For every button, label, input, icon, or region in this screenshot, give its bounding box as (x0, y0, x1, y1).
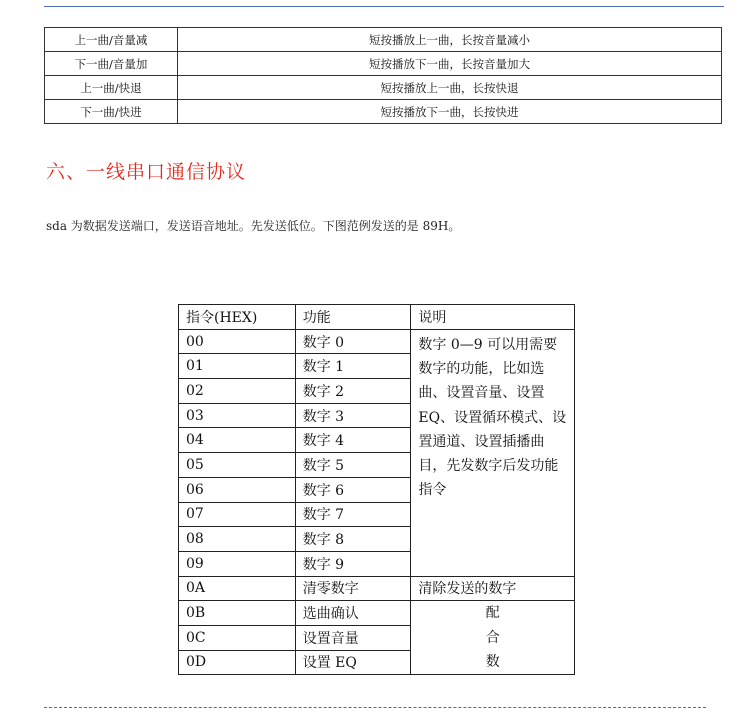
command-code: 0A (179, 576, 296, 601)
command-code: 05 (179, 453, 296, 478)
command-code: 02 (179, 379, 296, 404)
command-function: 数字 3 (295, 403, 411, 428)
pair-note-char: 配 (485, 605, 500, 622)
table-row (45, 100, 722, 124)
key-description: 短按播放上一曲，长按快退 (178, 76, 722, 100)
key-description: 短按播放下一曲，长按快进 (178, 100, 722, 124)
command-function: 数字 2 (295, 379, 411, 404)
command-code: 0B (179, 601, 296, 626)
table-row (45, 28, 722, 52)
command-function: 设置音量 (295, 625, 411, 650)
command-code: 01 (179, 354, 296, 379)
clear-note: 清除发送的数字 (411, 576, 575, 601)
table-row (45, 52, 722, 76)
key-description: 短按播放上一曲，长按音量减小 (178, 28, 722, 52)
pair-note-char: 合 (485, 629, 500, 646)
command-function: 数字 5 (295, 453, 411, 478)
key-function-table (44, 27, 722, 124)
command-code: 06 (179, 477, 296, 502)
command-function: 数字 0 (295, 329, 411, 354)
command-code: 0D (179, 650, 296, 675)
header-code: 指令(HEX) (179, 305, 296, 330)
command-code: 07 (179, 502, 296, 527)
command-function: 数字 9 (295, 551, 411, 576)
command-function: 选曲确认 (295, 601, 411, 626)
command-function: 数字 4 (295, 428, 411, 453)
command-code: 08 (179, 527, 296, 552)
key-description: 短按播放下一曲，长按音量加大 (178, 52, 722, 76)
table-row (45, 76, 722, 100)
page-top-rule (44, 6, 724, 7)
key-name: 上一曲/音量减 (45, 28, 178, 52)
header-function: 功能 (295, 305, 411, 330)
command-table (178, 304, 575, 675)
table-row (179, 576, 575, 601)
table-row (179, 601, 575, 626)
key-name: 下一曲/快进 (45, 100, 178, 124)
command-function: 数字 1 (295, 354, 411, 379)
command-code: 00 (179, 329, 296, 354)
command-function: 数字 6 (295, 477, 411, 502)
command-function: 清零数字 (295, 576, 411, 601)
command-function: 设置 EQ (295, 650, 411, 675)
command-function: 数字 8 (295, 527, 411, 552)
command-function: 数字 7 (295, 502, 411, 527)
command-code: 09 (179, 551, 296, 576)
section-description: sda 为数据发送端口，发送语音地址。先发送低位。下图范例发送的是 89H。 (46, 219, 461, 233)
page-bottom-rule (44, 707, 706, 708)
key-name: 上一曲/快退 (45, 76, 178, 100)
command-code: 04 (179, 428, 296, 453)
section-title: 六、一线串口通信协议 (46, 161, 247, 183)
command-code: 0C (179, 625, 296, 650)
pair-note (411, 601, 575, 675)
command-code: 03 (179, 403, 296, 428)
pair-note-char: 数 (485, 653, 500, 670)
table-row (179, 329, 575, 354)
digits-note: 数字 0—9 可以用需要数字的功能，比如选曲、设置音量、设置 EQ、设置循环模式、设置通道、设置插播曲目，先发数字后发功能指令 (411, 329, 575, 576)
table-header-row (179, 305, 575, 330)
header-description: 说明 (411, 305, 575, 330)
key-name: 下一曲/音量加 (45, 52, 178, 76)
